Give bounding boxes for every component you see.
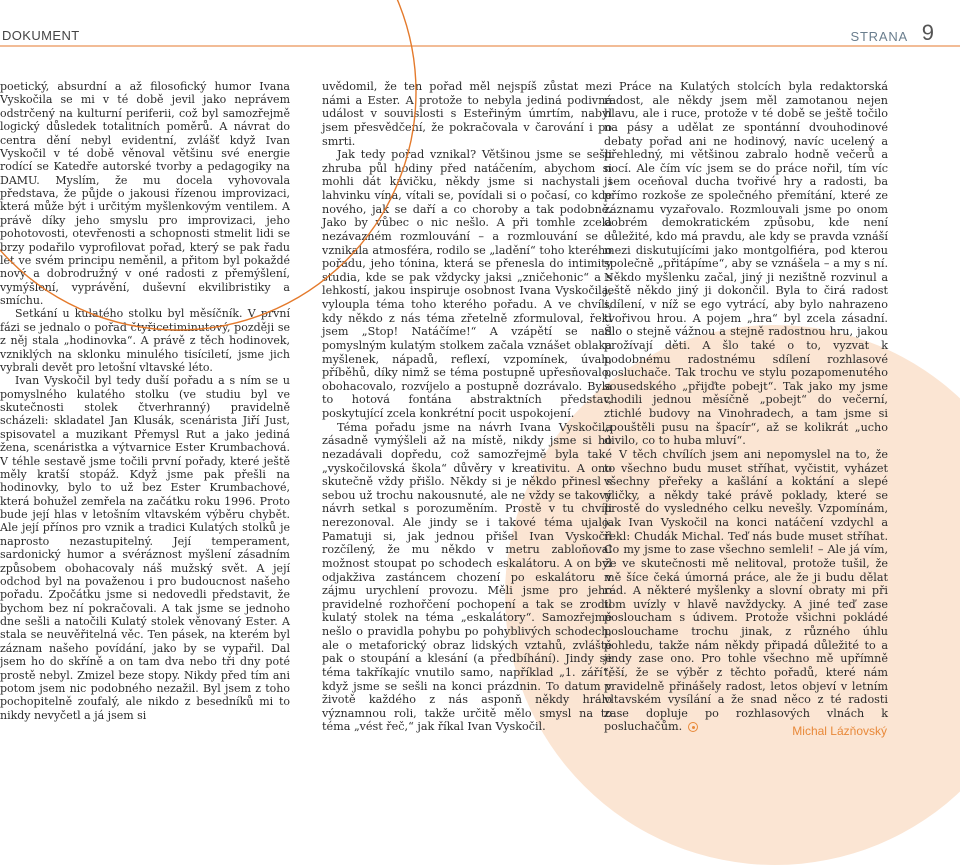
section-label: DOKUMENT: [2, 28, 80, 43]
paragraph: poetický, absurdní a až filosofický humor Ivana Vyskočila se mi v té době jevil jako neprávem odstrčený na kulturní periferii, což byl samozřejmě logický důsledek totalitních poměrů. A návrat do centra dění nebyl evidentní, zvlášť když Ivan Vyskočil v té době věnoval většinu své energie rodící se Katedře autorské tvorby a pedagogiky na DAMU. Myslím, že mu docela vyhovovala představa, že půjde o jakousi řízenou improvizaci, která může být i určitým myšlenkovým ventilem. A právě díky jeho smyslu pro improvizaci, jeho pohotovosti, otevřenosti a schopnosti stmelit lidi se brzy podařilo vyprofilovat pořad, který se pak řadu let ve svém principu neměnil, a přitom byl pokaždé nový a dobrodružný v oné radosti z přemýšlení, vymýšlení, vyprávění, duševní ekvilibristiky a smíchu.: [0, 80, 290, 307]
text-column-1: [0, 80, 290, 722]
page-header: [0, 0, 960, 46]
paragraph: Práce na Kulatých stolcích byla redaktorská radost, ale někdy jsem měl zamotanou nejen hlavu, ale i ruce, protože v té době se ještě točilo na pásy a udělat ze spontánní dvouhodinové debaty pořad ani ne hodinový, navíc ucelený a přehledný, mi většinou zabralo hodně večerů a nocí. Ale čím víc jsem se do práce nořil, tím víc jsem oceňoval ducha tvořivé hry a radosti, ba přímo rozkoše ze společného přemítání, které ze záznamu vyzařovalo. Rozmlouvali jsme po onom dobrém demokratickém způsobu, kde není důležité, kdo má pravdu, ale kdy se pravda vznáší mezi diskutujícími jako montgolfiéra, pod kterou společně „přitápíme“, aby se vznášela – a my s ní. Někdo myšlenku začal, jiný ji nezištně rozvinul a ještě někdo jiný ji dokončil. Byla to čirá radost sdílení, v níž se ego vytrácí, aby bylo nahrazeno tvořivou hrou. A pojem „hra“ byl zcela zásadní. Šlo o stejně vážnou a stejně radostnou hru, jakou prožívají děti. A šlo také o to, vyzvat k podobnému radostnému sdílení rozhlasové posluchače. Tak trochu ve stylu pozapomenutého sousedského „přijďte pobejt“. Tak jako my jsme chodili jednou měsíčně „pobejt“ do večerní, ztichlé budovy na Vinohradech, a tam jsme si „pouštěli pusu na špacír“, až se kolikrát „ucho divilo, co to huba mluví“.: [604, 80, 888, 448]
paragraph: Téma pořadu jsme na návrh Ivana Vyskočila zásadně vymýšleli až na místě, nikdy jsme si ho nezadávali dopředu, což samozřejmě byla také „vyskočilovská škola“ důvěry v kreativitu. A ono skutečně vždy přišlo. Někdy si je někdo přinesl s sebou už trochu nakousnuté, ale ne vždy se takový návrh setkal s porozuměním. Prostě v tu chvíli nerezonoval. Ale jindy se i takové téma ujalo. Pamatuji si, jak jednou přišel Ivan Vyskočil rozčílený, že mu někdo v metru zabloňoval možnost stoupat po schodech eskalátoru. A on byl odjakživa zastáncem chození po eskalátoru v zájmu urychlení provozu. Měli jsme pro jeho pravidelné rozhořčení pochopení a tak se zrodil kulatý stolek na téma „eskalátory“. Samozřejmě nešlo o pravidla pohybu po pohyblivých schodech, ale o metaforický obraz lidských vztahů, zvláště pak o stoupání a klesání (a předbíhání). Jindy se téma takříkajíc vnutilo samo, například „1. září“, když jsme se sešli na konci prázdnin. To datum v životě každého z nás asponň někdy hrálo významnou roli, takže určitě mělo smysl na to téma „vést řeč,“ jak říkal Ivan Vyskočil.: [322, 420, 612, 734]
paragraph: Jak tedy pořad vznikal? Většinou jsme se sešli zhruba půl hodiny před natáčením, abychom si mohli dát kávičku, někdy jsme si nachystali i lahvinku vína, vítali se, povídali si o počasí, co kde nového, jak se daří a co choroby a tak podobně. Jako by vůbec o nic nešlo. A při tomhle zcela nezávazném rozmlouvání – a rozmlouvání se – vznikala atmosféra, rodilo se „ladění“ toho kterého pořadu, jeho tónina, která se přenesla do intimity studia, kde se pak vždycky jaksi „zničehonic“ a s lehkostí, jakou inspiruje osobnost Ivana Vyskočila, vyloupla téma toho kterého pořadu. A ve chvíli, kdy někdo z nás téma zřetelně zformuloval, řekl jsem „Stop! Natáčíme!“ A vzápětí se nad pomyslným kulatým stolkem začala vznášet oblaka myšlenek, nápadů, reflexí, vzpomínek, úvah, příběhů, díky nimž se téma postupně upřesňovalo, obohacovalo, rozvíjelo a postupně dozrávalo. Byla to hotová fontána abstraktních představ, poskytující zcela konkrétní pocit uspokojení.: [322, 148, 612, 420]
paragraph-text: V těch chvílích jsem ani nepomyslel na to, že to všechno budu muset stříhat, vyčistit, vyházet všechny přeřeky a kašlání a koktání a slepé uličky, a někdy také právě poklady, které se prostě do vysledného celku nevešly. Vzpomínám, jak Ivan Vyskočil na konci natáčení vzdychl a řekl: Chudák Michal. Teď nás bude muset stříhat. Co my jsme to zase všechno semleli! – Ale já vím, že ve skutečnosti mě nelitoval, protože tušil, že mě šíce čeká úmorná práce, ale že ji budu dělat rád. A některé myšlenky a slovní obraty mi při tom uvízly v hlavě navždycky. A jiné teď zase posloucham s údivem. Protože všichni pokládé poslouchame trochu jinak, z různého úhlu pohledu, takže nám někdy připadá důležité to a jindy zase ono. Pro tohle všechno mě upřímně těší, že se výběr z těchto pořadů, které nám pravidelně přinášely radost, letos objeví v letním vltavském vysílání a že snad něco z té radosti zase dopluje po rozhlasových vlnách k posluchačům.: [604, 447, 888, 734]
circle-dot-icon: [688, 722, 698, 732]
text-column-2: [322, 80, 612, 734]
paragraph: [604, 448, 888, 734]
paragraph: Ivan Vyskočil byl tedy duší pořadu a s ním se u pomyslného kulatého stolku (ve studiu byl ve skutečnosti stolek čtverhranný) pravidelně scházeli: skladatel Jan Klusák, scenárista Jiří Just, spisovatel a muzikant Přemysl Rut a jako jediná žena, scenáristka a výtvarnice Ester Krumbachová. V téhle sestavě jsme točili první pořady, které ještě měly kratší stopáž. Když jsme pak přešli na hodinovky, bylo to už bez Ester Krumbachové, která bohužel zemřela na začátku roku 1996. Proto bude její hlas v letošním vltavském výběru chybět. Ale její přínos pro vznik a tradici Kulatých stolků je naprosto nezastupitelný. Její temperament, sardonický humor a svéráznost myšlení zásadním způsobem obohacovaly náš mužský svět. A její odchod byl na považenou i pro budoucnost našeho pořadu. Zpočátku jsme si nedovedli představit, že bychom bez ní pokračovali. A tak jsme se jednoho dne sešli a natočili Kulatý stolek věnovaný Ester. A stala se neuvěřitelná věc. Ten pásek, na kterém byl záznam našeho povídání, jako by se vypařil. Dal jsem ho do skříně a on tam dva nebo tři dny poté prostě nebyl. Zmizel beze stopy. Nikdy před tím ani potom jsem nic podobného nezažil. Byl jsem z toho pochopitelně zoufalý, ale nikdo z besedníků mi to nikdy nevyčetl a já jsem si: [0, 374, 290, 722]
author-signature: Michal Lázňovský: [792, 724, 887, 738]
paragraph: Setkání u kulatého stolku byl měsíčník. V první fázi se jednalo o pořad čtyřicetiminutový, později se z něj stala „hodinovka“. A právě z těch hodinovek, vzniklých na sklonku minulého tisíciletí, jsme jich vybrali devět pro letošní vltavské léto.: [0, 307, 290, 374]
page-number: 9: [921, 20, 934, 45]
text-column-3: [604, 80, 888, 734]
page-label: STRANA: [850, 29, 908, 44]
paragraph: uvědomil, že ten pořad měl nejspíš zůstat mezi námi a Ester. A protože to nebyla jediná podivná událost v souvislosti s Esteřiným úmrtím, nabyl jsem přesvědčení, že pokračovala v čarování i po smrti.: [322, 80, 612, 148]
